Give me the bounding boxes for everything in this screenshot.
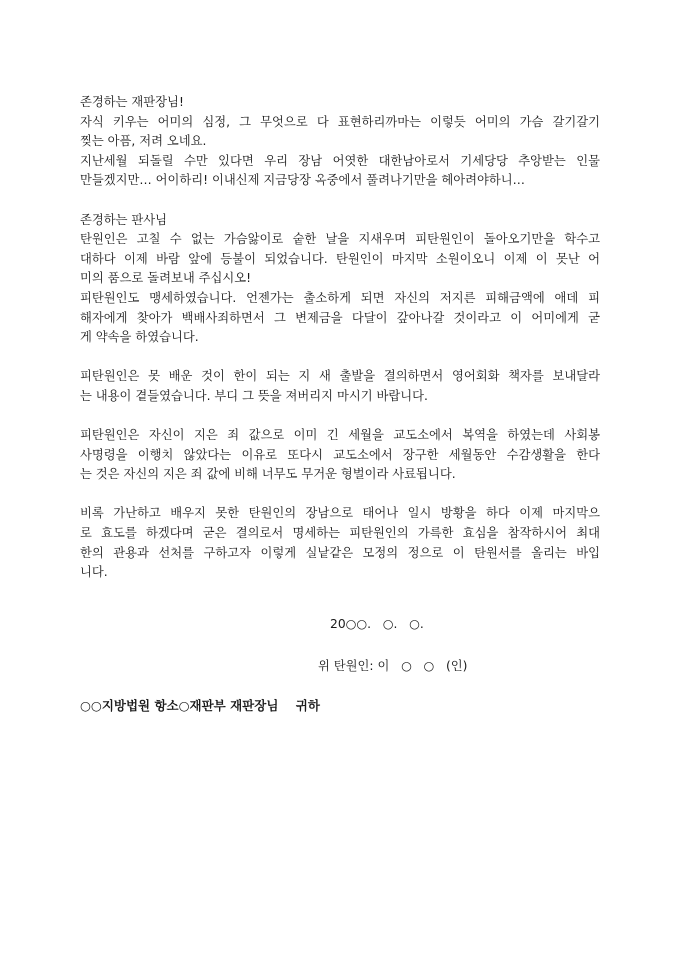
signature-date: 20○○. ○. ○.	[330, 617, 424, 631]
paragraph-gap	[80, 348, 600, 368]
text-line: 찢는 아픔, 저려 오네요.	[80, 134, 207, 149]
paragraph-past-years	[80, 152, 600, 191]
paragraph-mothers-heart	[80, 113, 600, 152]
paragraph-sentence	[80, 426, 600, 485]
text-line: 피탄원인은 못 배운 것이 한이 되는 지 새 출발을 결의하면서 영어회화 책자를 보내달라	[80, 369, 600, 384]
text-line: 한의 관용과 선처를 구하고자 이렇게 실낱같은 모정의 정으로 이 탄원서를 올리는 바입	[80, 545, 600, 560]
salutation-judge	[80, 93, 600, 113]
text-line: 니다.	[80, 565, 108, 580]
text-line: 존경하는 판사님	[80, 212, 168, 227]
text-line: 미의 품으로 돌려보내 주십시오!	[80, 271, 252, 286]
text-line: 탄원인은 고칠 수 없는 가슴앓이로 숱한 날을 지새우며 피탄원인이 돌아오기만을 학수고	[80, 232, 600, 247]
text-line: 피탄원인은 자신이 지은 죄 값으로 이미 긴 세월을 교도소에서 복역을 하였는데 사회봉	[80, 428, 600, 443]
text-line: 는 내용이 곁들였습니다. 부디 그 뜻을 져버리지 마시기 바랍니다.	[80, 388, 428, 403]
text-line: 존경하는 재판장님!	[80, 95, 184, 109]
text-line: 지난세월 되돌릴 수만 있다면 우리 장남 어엿한 대한남아로서 기세당당 추앙받는 인물	[80, 153, 600, 168]
paragraph-gap	[80, 485, 600, 505]
text-line: 만들겠지만… 어이하리! 이내신제 지금당장 옥중에서 풀려나기만을 헤아려야하니…	[80, 173, 525, 188]
petitioner-signature: 위 탄원인: 이 ○ ○ (인)	[318, 659, 468, 673]
text-line: 사명령을 이행치 않았다는 이유로 또다시 교도소에서 장구한 세월동안 수감생활을 한다	[80, 447, 600, 462]
paragraph-promise	[80, 289, 600, 348]
text-line: 비록 가난하고 배우지 못한 탄원인의 장남으로 태어나 일시 방황을 하다 이제 마지막으	[80, 506, 600, 521]
text-line: 는 것은 자신의 지은 죄 값에 비해 너무도 무거운 형벌이라 사료됩니다.	[80, 467, 456, 482]
paragraph-closing-plea	[80, 504, 600, 582]
paragraph-gap	[80, 407, 600, 427]
text-line: 해자에게 찾아가 백배사죄하면서 그 변제금을 다달이 갚아나갈 것이라고 이 어미에게 굳	[80, 310, 600, 325]
text-line: 대하다 이제 바람 앞에 등불이 되었습니다. 탄원인이 마지막 소원이오니 이제 이 못난 어	[80, 251, 600, 266]
text-line: 로 효도를 하겠다며 굳은 결의로서 명세하는 피탄원인의 가륵한 효심을 참작하시어 최대	[80, 526, 600, 541]
text-line: 피탄원인도 맹세하였습니다. 언젠가는 출소하게 되면 자신의 저지른 피해금액에 애데 피	[80, 290, 600, 305]
text-line: 게 약속을 하였습니다.	[80, 330, 199, 345]
paragraph-petitioner-plea	[80, 230, 600, 289]
addressee-line: ○○지방법원 항소○재판부 재판장님 귀하	[80, 698, 320, 713]
text-line: 자식 키우는 어미의 심정, 그 무엇으로 다 표현하리까마는 이렇듯 어미의 가슴 갈기갈기	[80, 114, 600, 129]
paragraph-gap	[80, 191, 600, 211]
paragraph-english-book	[80, 367, 600, 406]
salutation-judge-2	[80, 211, 600, 231]
letter-body	[80, 93, 600, 583]
